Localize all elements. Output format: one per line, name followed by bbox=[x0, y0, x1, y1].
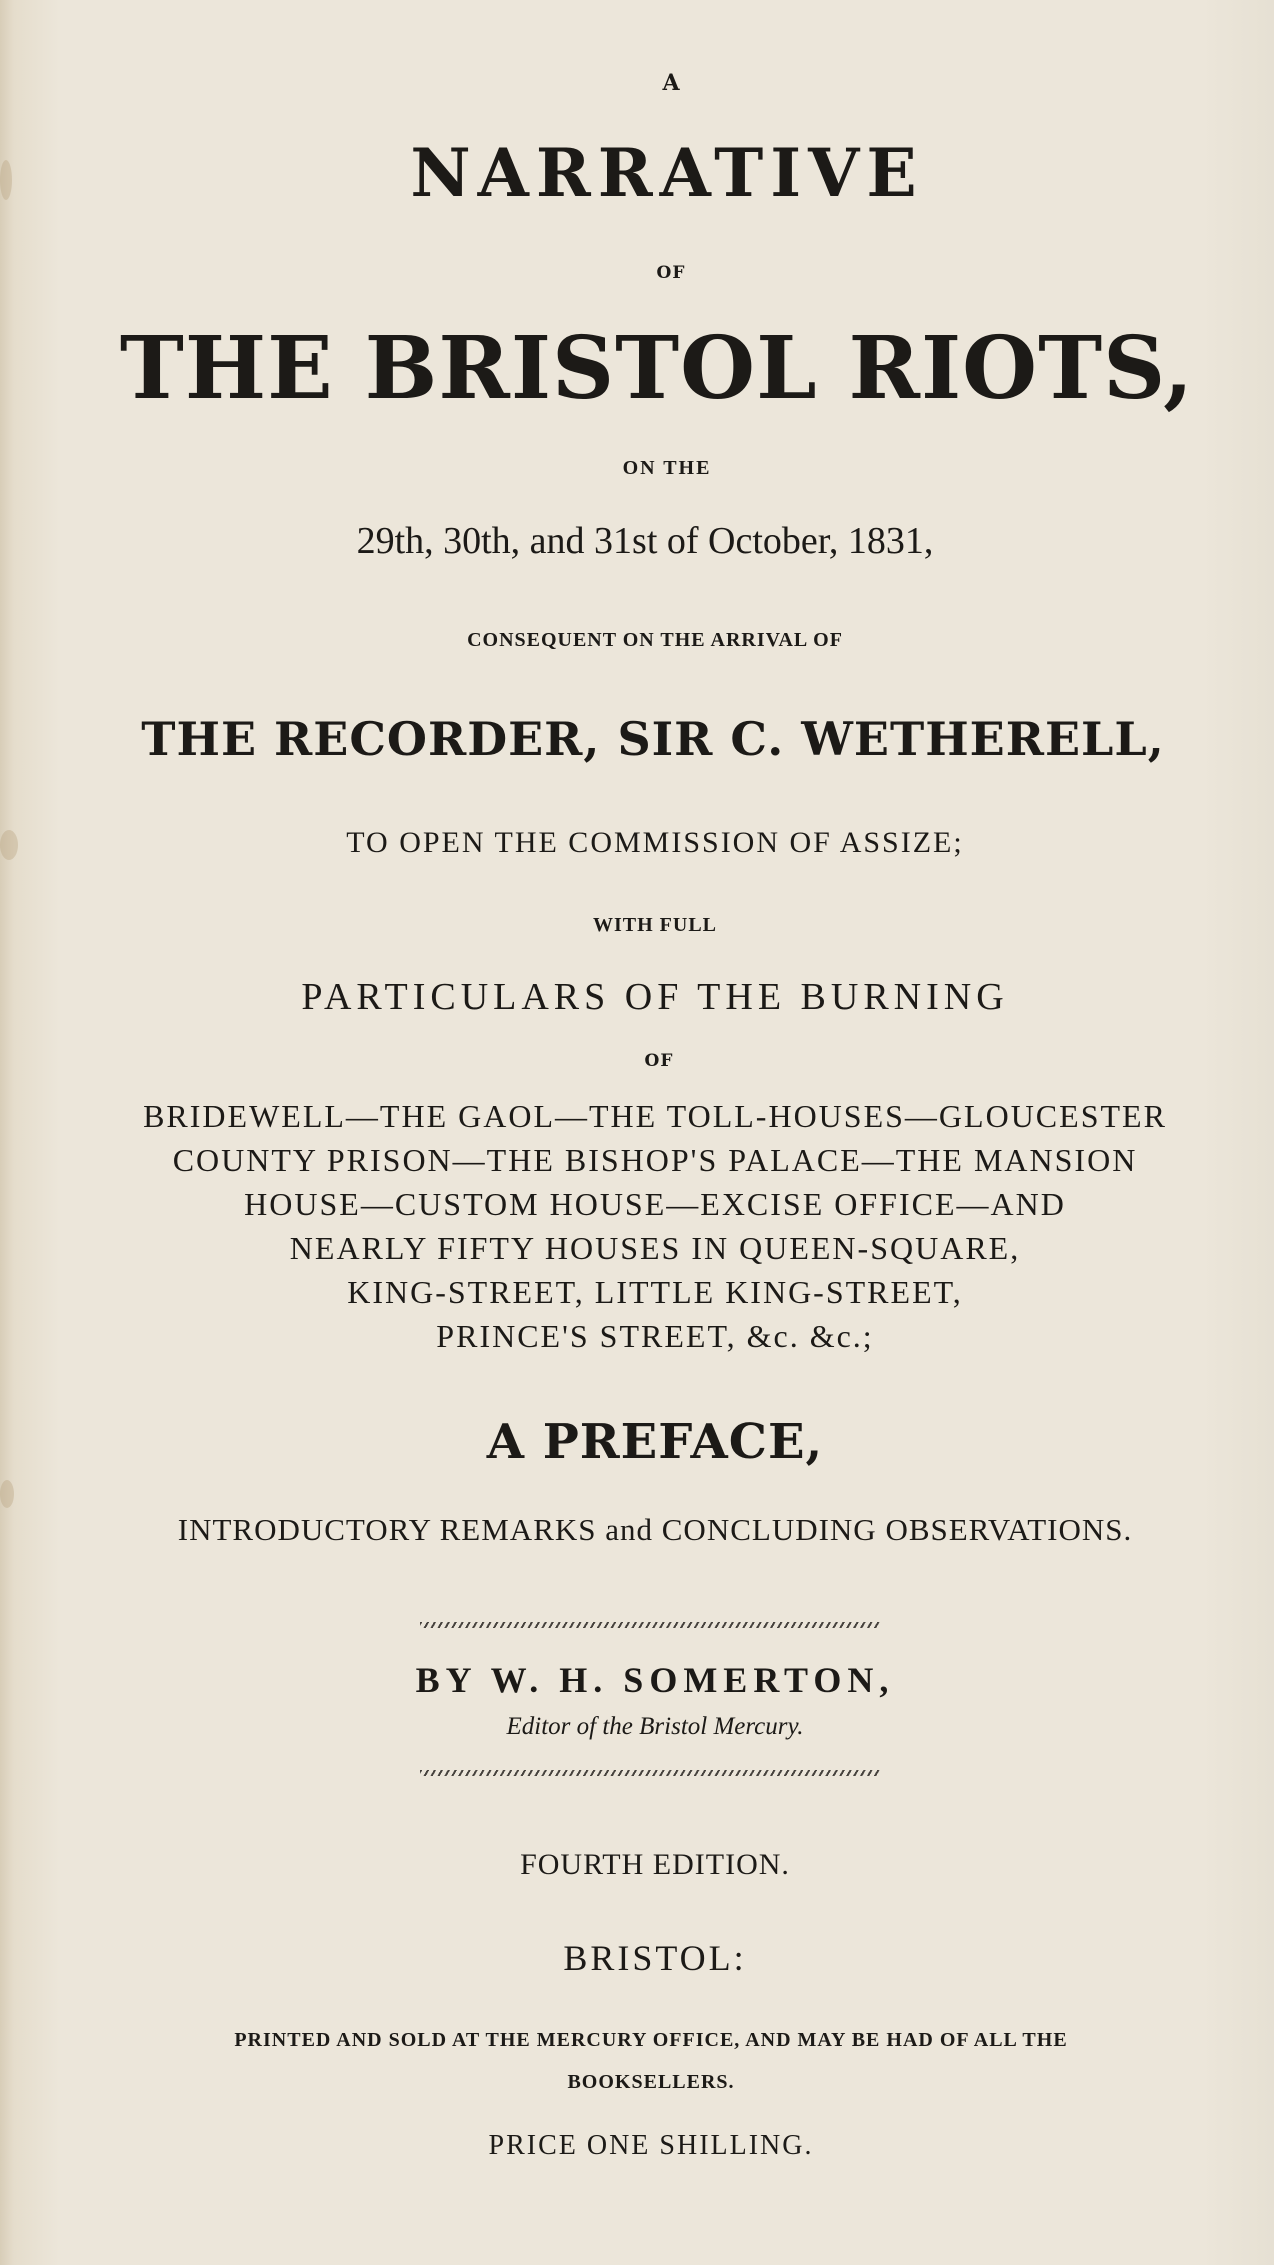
foxing-spot bbox=[0, 160, 12, 200]
on-the-line: ON THE bbox=[622, 457, 712, 479]
buildings-line-2: COUNTY PRISON—THE BISHOP'S PALACE—THE MANSION bbox=[172, 1142, 1138, 1178]
buildings-line-6: PRINCE'S STREET, &c. &c.; bbox=[436, 1318, 874, 1354]
particulars-line: PARTICULARS OF THE BURNING bbox=[301, 976, 1009, 1018]
buildings-line-5: KING-STREET, LITTLE KING-STREET, bbox=[347, 1274, 963, 1310]
main-title: THE BRISTOL RIOTS, bbox=[119, 318, 1195, 419]
author-line: BY W. H. SOMERTON, bbox=[415, 1660, 895, 1700]
recorder-line: THE RECORDER, SIR C. WETHERELL, bbox=[141, 712, 1165, 766]
commission-line: TO OPEN THE COMMISSION OF ASSIZE; bbox=[346, 826, 964, 859]
edition-line: FOURTH EDITION. bbox=[520, 1848, 790, 1881]
buildings-line-1: BRIDEWELL—THE GAOL—THE TOLL-HOUSES—GLOUCESTER bbox=[143, 1098, 1167, 1134]
preface-line: A PREFACE, bbox=[486, 1414, 824, 1470]
introductory-line: INTRODUCTORY REMARKS and CONCLUDING OBSERVATIONS. bbox=[177, 1512, 1133, 1547]
dates-line: 29th, 30th, and 31st of October, 1831, bbox=[356, 520, 934, 562]
buildings-line-3: HOUSE—CUSTOM HOUSE—EXCISE OFFICE—AND bbox=[244, 1186, 1066, 1222]
of-connector: OF bbox=[656, 263, 686, 283]
title-word: NARRATIVE bbox=[410, 134, 924, 212]
author-role: Editor of the Bristol Mercury. bbox=[506, 1713, 804, 1740]
ornamental-rule-bottom bbox=[420, 1770, 880, 1776]
with-full-line: WITH FULL bbox=[592, 914, 718, 936]
buildings-line-4: NEARLY FIFTY HOUSES IN QUEEN-SQUARE, bbox=[289, 1230, 1021, 1266]
price-line: PRICE ONE SHILLING. bbox=[488, 2130, 814, 2161]
foxing-spot bbox=[0, 830, 18, 860]
of-connector-2: OF bbox=[644, 1051, 674, 1071]
title-article: A bbox=[662, 70, 680, 96]
consequent-line: CONSEQUENT ON THE ARRIVAL OF bbox=[467, 629, 843, 651]
imprint-line-2: BOOKSELLERS. bbox=[567, 2071, 735, 2093]
imprint-line-1: PRINTED AND SOLD AT THE MERCURY OFFICE, AND MAY BE HAD OF ALL THE bbox=[234, 2029, 1068, 2051]
ornamental-rule-top bbox=[420, 1622, 880, 1628]
foxing-spot bbox=[0, 1480, 14, 1508]
place-line: BRISTOL: bbox=[563, 1938, 747, 1978]
